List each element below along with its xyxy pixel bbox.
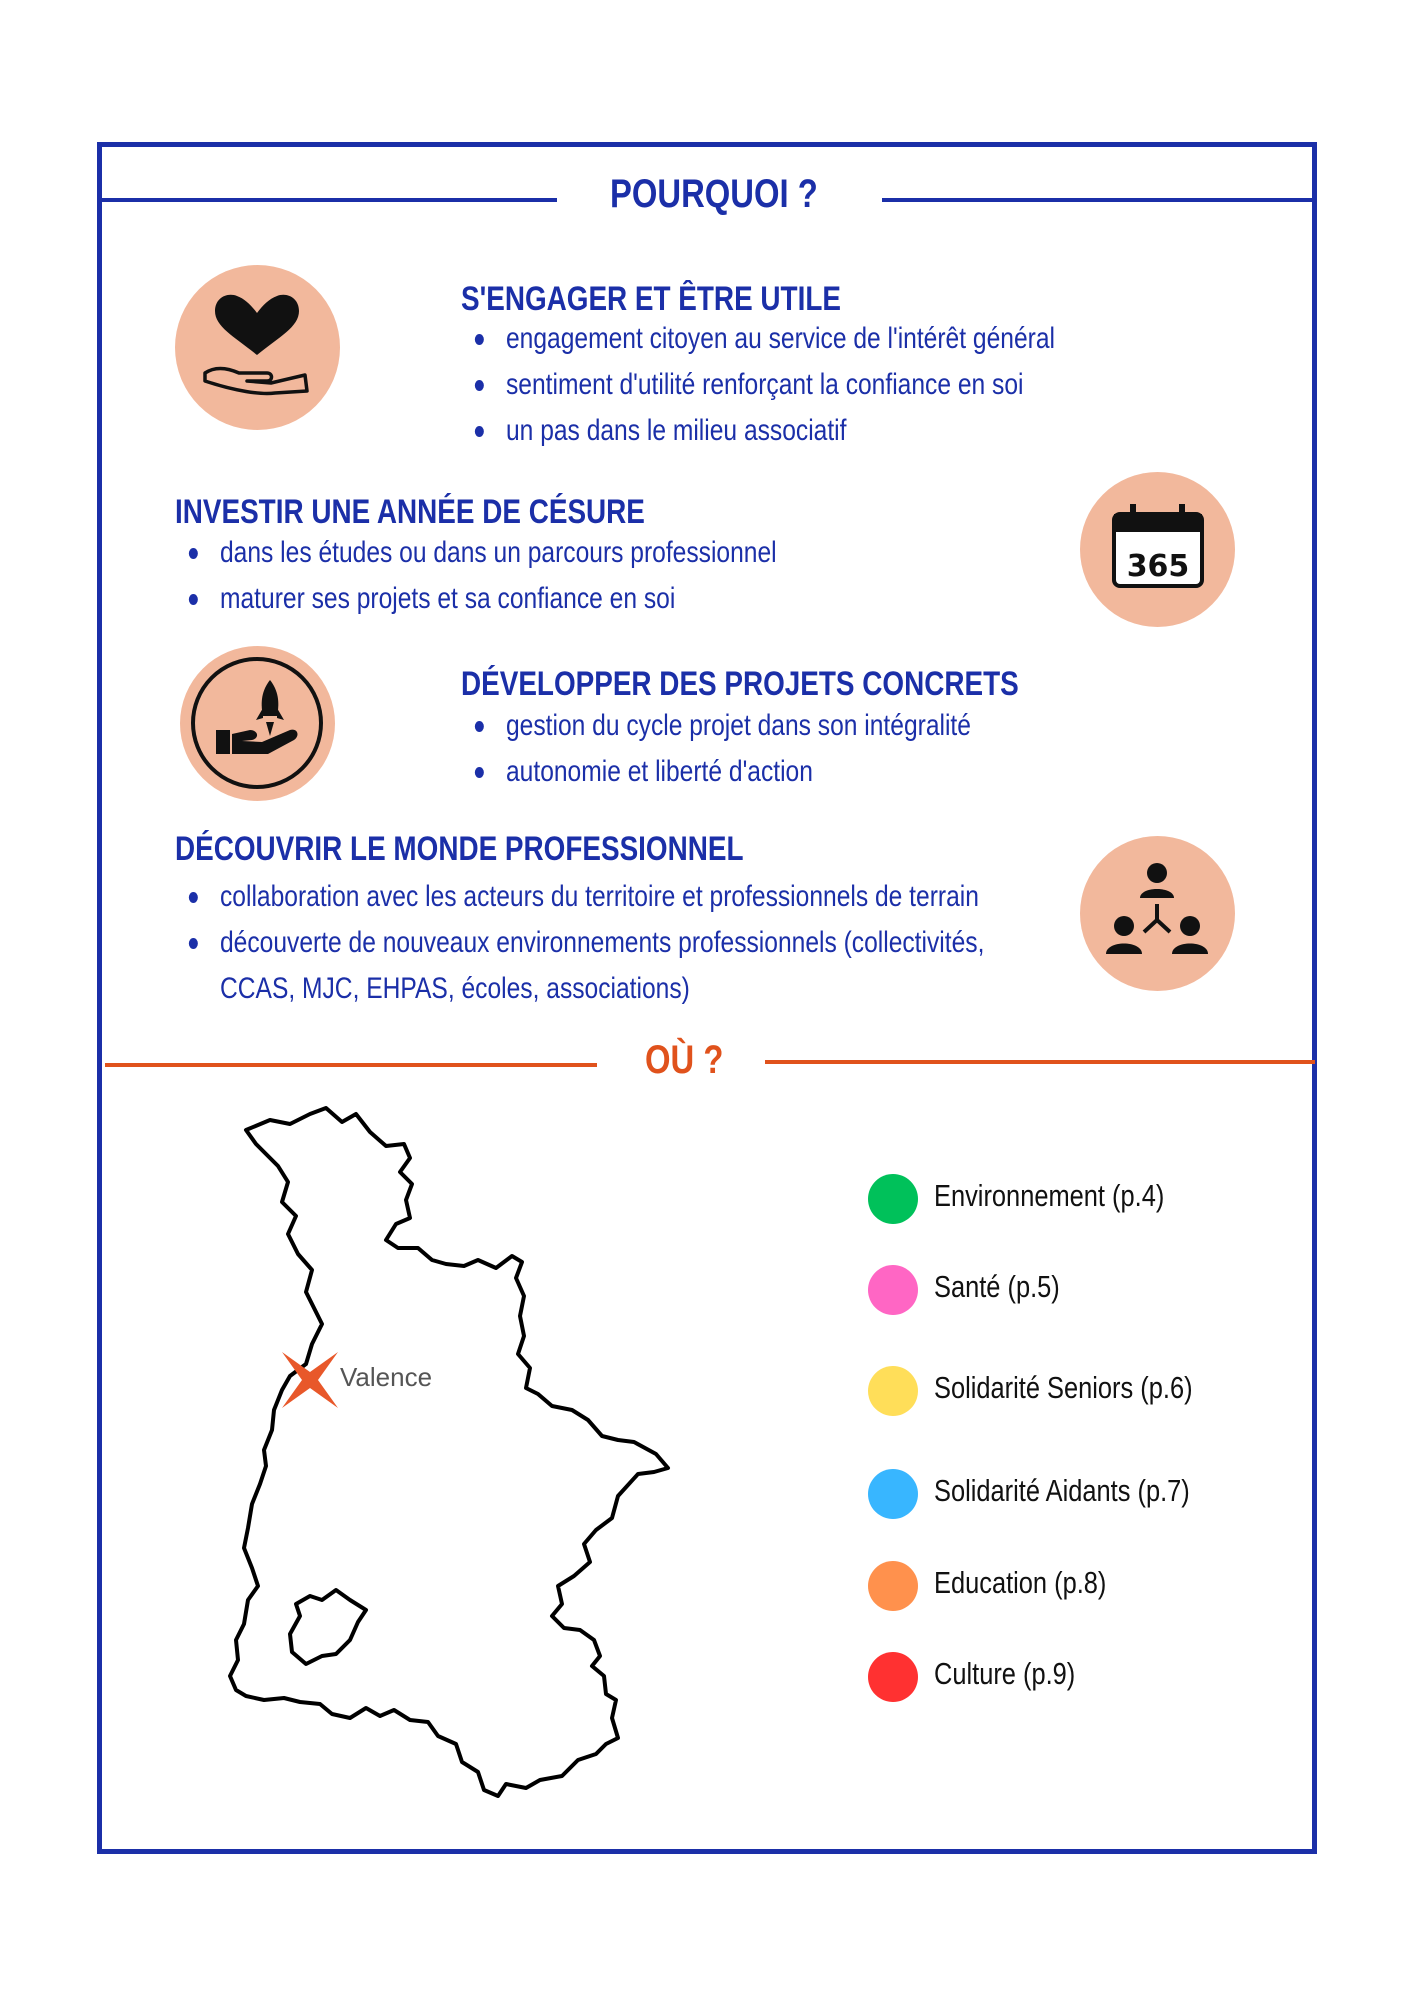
legend-label: Culture (p.9) <box>934 1656 1076 1691</box>
list-item: autonomie et liberté d'action <box>506 749 971 795</box>
legend-label: Santé (p.5) <box>934 1269 1060 1304</box>
calendar-365-icon <box>1080 472 1235 627</box>
block-title-projets: DÉVELOPPER DES PROJETS CONCRETS <box>461 665 1019 703</box>
legend-dot-aidants <box>868 1469 918 1519</box>
list-item: découverte de nouveaux environnements professionnels (collectivités, <box>220 920 984 966</box>
list-item: CCAS, MJC, EHPAS, écoles, associations) <box>220 972 690 1005</box>
bullets-cesure <box>220 530 899 622</box>
calendar-365-text: 365 <box>1126 549 1190 584</box>
bullets-engager <box>506 316 1175 454</box>
legend-dot-culture <box>868 1652 918 1702</box>
list-item: un pas dans le milieu associatif <box>506 408 1055 454</box>
legend-label: Education (p.8) <box>934 1565 1107 1600</box>
heart-hand-icon <box>175 265 340 430</box>
list-item: dans les études ou dans un parcours professionnel <box>220 530 777 576</box>
rocket-hand-icon <box>180 646 335 801</box>
legend-label: Solidarité Seniors (p.6) <box>934 1370 1193 1405</box>
list-item: gestion du cycle projet dans son intégralité <box>506 703 971 749</box>
bullets-monde-pro <box>220 874 1152 1012</box>
city-label-valence: Valence <box>340 1362 433 1392</box>
block-title-cesure: INVESTIR UNE ANNÉE DE CÉSURE <box>175 493 645 531</box>
legend-label: Solidarité Aidants (p.7) <box>934 1473 1190 1508</box>
legend-dot-sante <box>868 1265 918 1315</box>
list-item: engagement citoyen au service de l'intérêt général <box>506 316 1055 362</box>
legend-dot-environnement <box>868 1174 918 1224</box>
pourquoi-rule-right <box>882 198 1317 202</box>
list-item: sentiment d'utilité renforçant la confiance en soi <box>506 362 1055 408</box>
list-item: collaboration avec les acteurs du territoire et professionnels de terrain <box>220 874 984 920</box>
bullets-projets <box>506 703 1073 795</box>
block-title-engager: S'ENGAGER ET ÊTRE UTILE <box>461 280 841 318</box>
network-people-icon <box>1080 836 1235 991</box>
ou-rule-right <box>765 1060 1315 1064</box>
block-title-monde-pro: DÉCOUVRIR LE MONDE PROFESSIONNEL <box>175 830 744 868</box>
legend-label: Environnement (p.4) <box>934 1178 1165 1213</box>
ou-title: OÙ ? <box>645 1038 724 1082</box>
ou-rule-left <box>105 1063 597 1067</box>
legend-dot-seniors <box>868 1366 918 1416</box>
list-item: maturer ses projets et sa confiance en soi <box>220 576 777 622</box>
pourquoi-rule-left <box>97 198 557 202</box>
pourquoi-title: POURQUOI ? <box>610 172 818 216</box>
legend-dot-education <box>868 1561 918 1611</box>
drome-map <box>160 1100 680 1820</box>
